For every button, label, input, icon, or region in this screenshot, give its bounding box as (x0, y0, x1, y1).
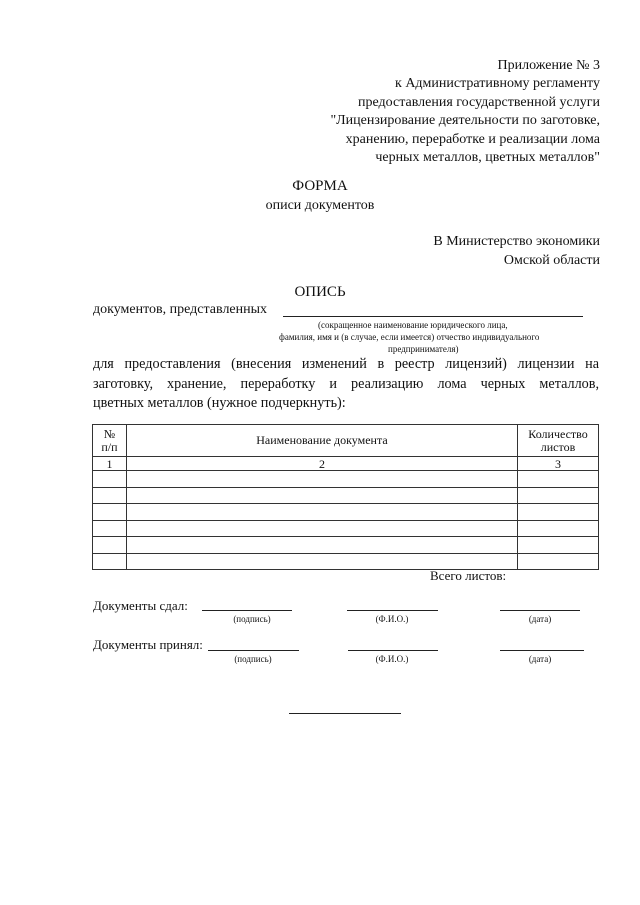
caption-fio: (Ф.И.О.) (375, 614, 409, 624)
received-signature-field[interactable] (208, 650, 299, 651)
table-row[interactable] (93, 537, 599, 554)
applicant-hint: предпринимателя) (388, 344, 459, 354)
purpose-line: для предоставления (внесения изменений в реестр лицензий) лицензии на (93, 356, 599, 372)
handed-label: Документы сдал: (93, 598, 188, 613)
column-number: 2 (126, 457, 517, 471)
appendix-line: Приложение № 3 (497, 58, 600, 73)
caption-fio: (Ф.И.О.) (375, 654, 409, 664)
caption-date: (дата) (528, 614, 552, 624)
submitted-label: документов, представленных (93, 302, 268, 317)
total-sheets-label: Всего листов: (430, 568, 507, 583)
addressee-line: В Министерство экономики (433, 234, 600, 249)
header-sheet-count: Количество листов (518, 425, 599, 457)
column-number: 1 (93, 457, 127, 471)
caption-signature: (подпись) (234, 654, 272, 664)
table-row[interactable] (93, 520, 599, 537)
appendix-line: хранению, переработке и реализации лома (345, 131, 600, 147)
table-number-row (93, 457, 599, 471)
documents-table (92, 424, 599, 570)
received-date-field[interactable] (500, 650, 584, 651)
form-subtitle: описи документов (265, 198, 375, 213)
table-row[interactable] (93, 487, 599, 504)
table-row[interactable] (93, 471, 599, 488)
column-number: 3 (518, 457, 599, 471)
applicant-hint: (сокращенное наименование юридического лица, (318, 320, 508, 330)
addressee (433, 232, 600, 270)
caption-date: (дата) (528, 654, 552, 664)
form-title: ФОРМА (292, 178, 348, 194)
appendix-line: черных металлов, цветных металлов" (375, 150, 600, 166)
table-row[interactable] (93, 504, 599, 521)
handed-date-field[interactable] (500, 610, 580, 611)
received-label: Документы принял: (93, 637, 203, 652)
purpose-line: цветных металлов (нужное подчеркнуть): (93, 395, 346, 411)
appendix-line: к Административному регламенту (395, 76, 600, 92)
header-document-name: Наименование документа (126, 425, 517, 457)
received-fio-field[interactable] (348, 650, 438, 651)
table-row[interactable] (93, 553, 599, 570)
addressee-line: Омской области (503, 253, 600, 268)
handed-fio-field[interactable] (347, 610, 438, 611)
closing-divider (289, 713, 401, 714)
handed-signature-field[interactable] (202, 610, 292, 611)
purpose-paragraph (93, 355, 599, 414)
table-header-row (93, 425, 599, 457)
appendix-line: "Лицензирование деятельности по заготовке, (330, 113, 600, 129)
applicant-name-field[interactable] (283, 316, 583, 317)
appendix-line: предоставления государственной услуги (358, 94, 600, 110)
applicant-hint: фамилия, имя и (в случае, если имеется) отчество индивидуального (279, 332, 540, 342)
opis-title: ОПИСЬ (294, 284, 346, 300)
caption-signature: (подпись) (233, 614, 271, 624)
purpose-line: заготовку, хранение, переработку и реализацию лома черных металлов, (93, 375, 599, 392)
header-number: № п/п (93, 425, 127, 457)
appendix-header (330, 57, 600, 167)
